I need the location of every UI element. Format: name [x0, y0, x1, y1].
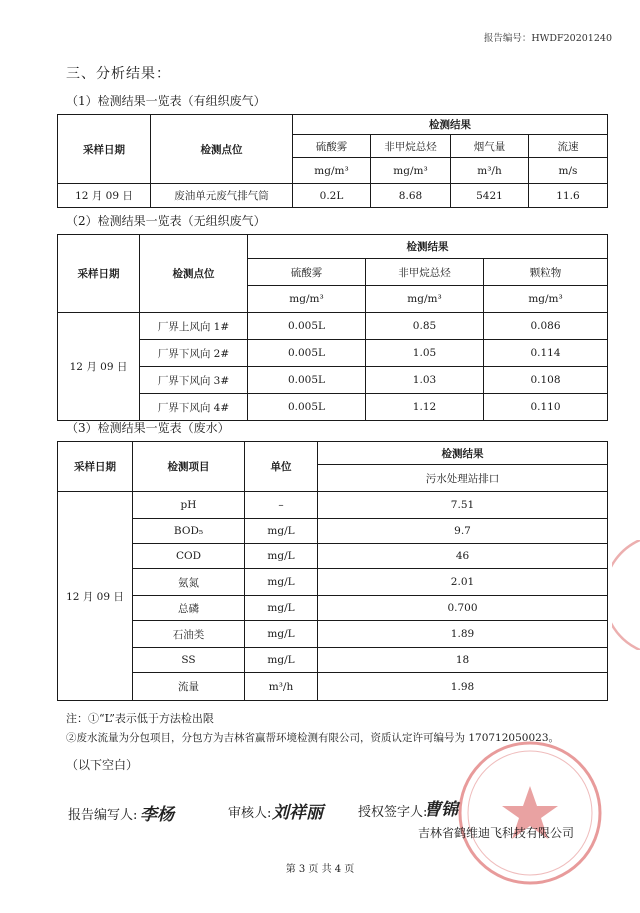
t3-unit: m³/h — [245, 673, 318, 701]
t3-item: COD — [133, 544, 245, 569]
t1-value: 5421 — [451, 184, 529, 208]
t2-value: 0.110 — [484, 394, 608, 421]
table3-wastewater — [57, 441, 608, 701]
t2-param: 颗粒物 — [484, 259, 608, 286]
reviewer-signature: 刘祥丽 — [272, 803, 323, 823]
t1-header-result: 检测结果 — [293, 115, 608, 135]
t1-date: 12 月 09 日 — [58, 184, 151, 208]
side-seal-icon — [612, 540, 640, 650]
t3-value: 1.98 — [318, 673, 608, 701]
t3-value: 1.89 — [318, 621, 608, 648]
t3-value: 9.7 — [318, 519, 608, 544]
page-number: 第 3 页 共 4 页 — [285, 864, 355, 875]
t2-point: 厂界下风向 4# — [140, 394, 248, 421]
t2-value: 0.005L — [248, 394, 366, 421]
writer-signature: 李杨 — [140, 805, 174, 825]
t2-date: 12 月 09 日 — [58, 313, 140, 421]
t2-header-date: 采样日期 — [58, 235, 140, 313]
t2-unit: mg/m³ — [366, 286, 484, 313]
t3-item: 氨氮 — [133, 569, 245, 596]
t1-param: 非甲烷总烃 — [371, 135, 451, 158]
t2-value: 1.03 — [366, 367, 484, 394]
t3-header-item: 检测项目 — [133, 442, 245, 492]
t1-param: 流速 — [529, 135, 608, 158]
approver-signature: 曹锦 — [424, 800, 458, 820]
t3-header-result: 检测结果 — [318, 442, 608, 465]
t1-value: 11.6 — [529, 184, 608, 208]
t2-header-point: 检测点位 — [140, 235, 248, 313]
t1-param: 硫酸雾 — [293, 135, 371, 158]
t1-value: 8.68 — [371, 184, 451, 208]
table3-title: （3）检测结果一览表（废水） — [66, 421, 230, 435]
t3-unit: mg/L — [245, 648, 318, 673]
t3-item: BOD₅ — [133, 519, 245, 544]
table2-unorganized-exhaust — [57, 234, 608, 421]
t1-header-date: 采样日期 — [58, 115, 151, 184]
t1-param: 烟气量 — [451, 135, 529, 158]
t3-value: 46 — [318, 544, 608, 569]
t2-value: 1.05 — [366, 340, 484, 367]
t2-value: 0.086 — [484, 313, 608, 340]
t3-header-unit: 单位 — [245, 442, 318, 492]
writer-label: 报告编写人: — [68, 808, 138, 823]
t3-value: 2.01 — [318, 569, 608, 596]
t2-value: 0.005L — [248, 367, 366, 394]
t3-value: 0.700 — [318, 596, 608, 621]
t2-value: 1.12 — [366, 394, 484, 421]
t1-unit: m³/h — [451, 158, 529, 184]
t2-point: 厂界下风向 3# — [140, 367, 248, 394]
t1-unit: m/s — [529, 158, 608, 184]
t2-param: 非甲烷总烃 — [366, 259, 484, 286]
section-title: 三、分析结果： — [66, 66, 171, 82]
t1-value: 0.2L — [293, 184, 371, 208]
t3-header-date: 采样日期 — [58, 442, 133, 492]
t3-item: SS — [133, 648, 245, 673]
t2-value: 0.114 — [484, 340, 608, 367]
note-2: ②废水流量为分包项目，分包方为吉林省赢帮环境检测有限公司，资质认定许可编号为 170712050023。 — [66, 732, 560, 744]
blank-below: （以下空白） — [66, 758, 139, 772]
t2-point: 厂界下风向 2# — [140, 340, 248, 367]
t3-item: 流量 — [133, 673, 245, 701]
reviewer-label: 审核人: — [228, 806, 272, 821]
t1-header-point: 检测点位 — [151, 115, 293, 184]
t2-value: 0.005L — [248, 313, 366, 340]
t3-unit: mg/L — [245, 621, 318, 648]
t1-point: 废油单元废气排气筒 — [151, 184, 293, 208]
table2-title: （2）检测结果一览表（无组织废气） — [66, 214, 266, 228]
t3-value: 18 — [318, 648, 608, 673]
note-1: 注：①“L”表示低于方法检出限 — [66, 712, 214, 725]
approver-label: 授权签字人: — [358, 805, 428, 820]
company-name: 吉林省鹤维迪飞科技有限公司 — [418, 826, 575, 840]
t2-point: 厂界上风向 1# — [140, 313, 248, 340]
report-number: 报告编号：HWDF20201240 — [483, 33, 612, 44]
t3-unit: mg/L — [245, 519, 318, 544]
t3-value: 7.51 — [318, 492, 608, 519]
t1-unit: mg/m³ — [293, 158, 371, 184]
t3-unit: mg/L — [245, 544, 318, 569]
t3-item: pH — [133, 492, 245, 519]
t2-unit: mg/m³ — [248, 286, 366, 313]
t2-unit: mg/m³ — [484, 286, 608, 313]
t3-unit: – — [245, 492, 318, 519]
t2-value: 0.108 — [484, 367, 608, 394]
table1-organized-exhaust — [57, 114, 608, 208]
t3-unit: mg/L — [245, 569, 318, 596]
t2-value: 0.85 — [366, 313, 484, 340]
t3-item: 总磷 — [133, 596, 245, 621]
t2-param: 硫酸雾 — [248, 259, 366, 286]
table1-title: （1）检测结果一览表（有组织废气） — [66, 94, 266, 108]
t3-item: 石油类 — [133, 621, 245, 648]
t3-unit: mg/L — [245, 596, 318, 621]
t3-location: 污水处理站排口 — [318, 465, 608, 492]
t2-value: 0.005L — [248, 340, 366, 367]
t3-date: 12 月 09 日 — [58, 492, 133, 701]
t1-unit: mg/m³ — [371, 158, 451, 184]
t2-header-result: 检测结果 — [248, 235, 608, 259]
